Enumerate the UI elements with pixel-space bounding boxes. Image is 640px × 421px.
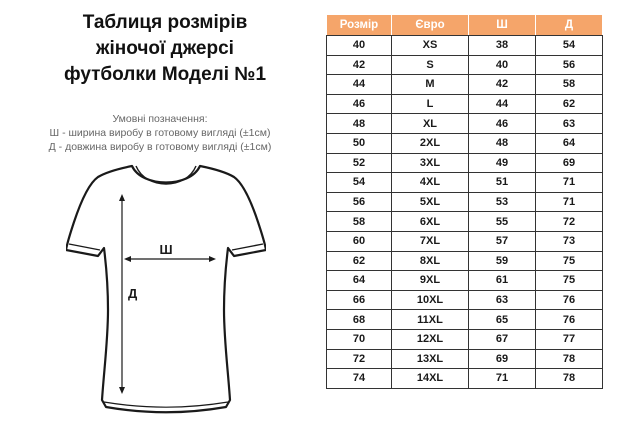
size-table-wrap bbox=[326, 14, 603, 389]
cell-euro: 3XL bbox=[392, 153, 469, 173]
title-line-2: жіночої джерсі bbox=[96, 38, 234, 59]
cell-euro: 13XL bbox=[392, 349, 469, 369]
cell-euro: 7XL bbox=[392, 231, 469, 251]
cell-size: 70 bbox=[327, 329, 392, 349]
cell-euro: XS bbox=[392, 36, 469, 56]
page-title bbox=[20, 10, 310, 88]
cell-width: 71 bbox=[469, 369, 536, 389]
cell-size: 44 bbox=[327, 75, 392, 95]
cell-euro: S bbox=[392, 55, 469, 75]
cell-length: 54 bbox=[536, 36, 603, 56]
cell-euro: 4XL bbox=[392, 173, 469, 193]
cell-width: 40 bbox=[469, 55, 536, 75]
cell-length: 78 bbox=[536, 369, 603, 389]
tshirt-outline bbox=[66, 166, 266, 412]
table-row bbox=[327, 271, 603, 291]
cell-size: 56 bbox=[327, 192, 392, 212]
cell-euro: 2XL bbox=[392, 133, 469, 153]
cell-width: 53 bbox=[469, 192, 536, 212]
legend-heading: Умовні позначення: bbox=[112, 113, 208, 125]
table-header-row bbox=[327, 15, 603, 36]
cell-width: 63 bbox=[469, 290, 536, 310]
table-row bbox=[327, 329, 603, 349]
cell-size: 46 bbox=[327, 94, 392, 114]
cell-size: 62 bbox=[327, 251, 392, 271]
cell-length: 73 bbox=[536, 231, 603, 251]
cell-length: 77 bbox=[536, 329, 603, 349]
header-euro: Євро bbox=[392, 15, 469, 36]
table-row bbox=[327, 192, 603, 212]
cell-size: 60 bbox=[327, 231, 392, 251]
cell-size: 42 bbox=[327, 55, 392, 75]
width-label: Ш bbox=[159, 242, 173, 257]
tshirt-diagram bbox=[66, 160, 266, 420]
table-row bbox=[327, 290, 603, 310]
cell-euro: 9XL bbox=[392, 271, 469, 291]
table-row bbox=[327, 231, 603, 251]
table-body bbox=[327, 36, 603, 389]
table-row bbox=[327, 36, 603, 56]
cell-width: 51 bbox=[469, 173, 536, 193]
cell-size: 58 bbox=[327, 212, 392, 232]
table-row bbox=[327, 114, 603, 134]
cell-size: 64 bbox=[327, 271, 392, 291]
length-label: Д bbox=[128, 286, 138, 301]
table-row bbox=[327, 94, 603, 114]
header-width: Ш bbox=[469, 15, 536, 36]
cell-length: 62 bbox=[536, 94, 603, 114]
cell-euro: 14XL bbox=[392, 369, 469, 389]
cell-euro: 12XL bbox=[392, 329, 469, 349]
table-row bbox=[327, 369, 603, 389]
cell-width: 57 bbox=[469, 231, 536, 251]
header-size: Розмір bbox=[327, 15, 392, 36]
cell-length: 75 bbox=[536, 251, 603, 271]
cell-size: 40 bbox=[327, 36, 392, 56]
table-row bbox=[327, 251, 603, 271]
cell-width: 55 bbox=[469, 212, 536, 232]
legend-width-note: Ш - ширина виробу в готовому вигляді (±1см) bbox=[49, 127, 271, 139]
cell-length: 78 bbox=[536, 349, 603, 369]
cell-length: 72 bbox=[536, 212, 603, 232]
legend bbox=[10, 112, 310, 154]
cell-length: 71 bbox=[536, 192, 603, 212]
cell-size: 68 bbox=[327, 310, 392, 330]
cell-width: 69 bbox=[469, 349, 536, 369]
cell-length: 75 bbox=[536, 271, 603, 291]
title-line-1: Таблиця розмірів bbox=[82, 12, 248, 33]
cell-size: 66 bbox=[327, 290, 392, 310]
cell-euro: 8XL bbox=[392, 251, 469, 271]
table-row bbox=[327, 133, 603, 153]
cell-size: 74 bbox=[327, 369, 392, 389]
cell-width: 42 bbox=[469, 75, 536, 95]
cell-euro: 11XL bbox=[392, 310, 469, 330]
cell-euro: 10XL bbox=[392, 290, 469, 310]
table-row bbox=[327, 55, 603, 75]
cell-euro: L bbox=[392, 94, 469, 114]
table-row bbox=[327, 310, 603, 330]
cell-length: 76 bbox=[536, 290, 603, 310]
table-row bbox=[327, 349, 603, 369]
title-line-3: футболки Моделі №1 bbox=[63, 64, 267, 85]
cell-length: 56 bbox=[536, 55, 603, 75]
cell-euro: M bbox=[392, 75, 469, 95]
cell-width: 38 bbox=[469, 36, 536, 56]
cell-length: 64 bbox=[536, 133, 603, 153]
cell-length: 63 bbox=[536, 114, 603, 134]
cell-width: 65 bbox=[469, 310, 536, 330]
cell-euro: 5XL bbox=[392, 192, 469, 212]
cell-size: 52 bbox=[327, 153, 392, 173]
table-row bbox=[327, 75, 603, 95]
cell-length: 76 bbox=[536, 310, 603, 330]
cell-size: 48 bbox=[327, 114, 392, 134]
table-row bbox=[327, 153, 603, 173]
table-row bbox=[327, 212, 603, 232]
cell-length: 69 bbox=[536, 153, 603, 173]
cell-size: 54 bbox=[327, 173, 392, 193]
table-row bbox=[327, 173, 603, 193]
cell-euro: XL bbox=[392, 114, 469, 134]
cell-width: 49 bbox=[469, 153, 536, 173]
cell-width: 61 bbox=[469, 271, 536, 291]
cell-length: 58 bbox=[536, 75, 603, 95]
cell-length: 71 bbox=[536, 173, 603, 193]
cell-width: 48 bbox=[469, 133, 536, 153]
legend-length-note: Д - довжина виробу в готовому вигляді (±1см) bbox=[48, 141, 272, 153]
cell-width: 46 bbox=[469, 114, 536, 134]
header-length: Д bbox=[536, 15, 603, 36]
cell-euro: 6XL bbox=[392, 212, 469, 232]
size-table bbox=[326, 14, 603, 389]
cell-width: 44 bbox=[469, 94, 536, 114]
cell-size: 72 bbox=[327, 349, 392, 369]
cell-width: 59 bbox=[469, 251, 536, 271]
cell-size: 50 bbox=[327, 133, 392, 153]
cell-width: 67 bbox=[469, 329, 536, 349]
